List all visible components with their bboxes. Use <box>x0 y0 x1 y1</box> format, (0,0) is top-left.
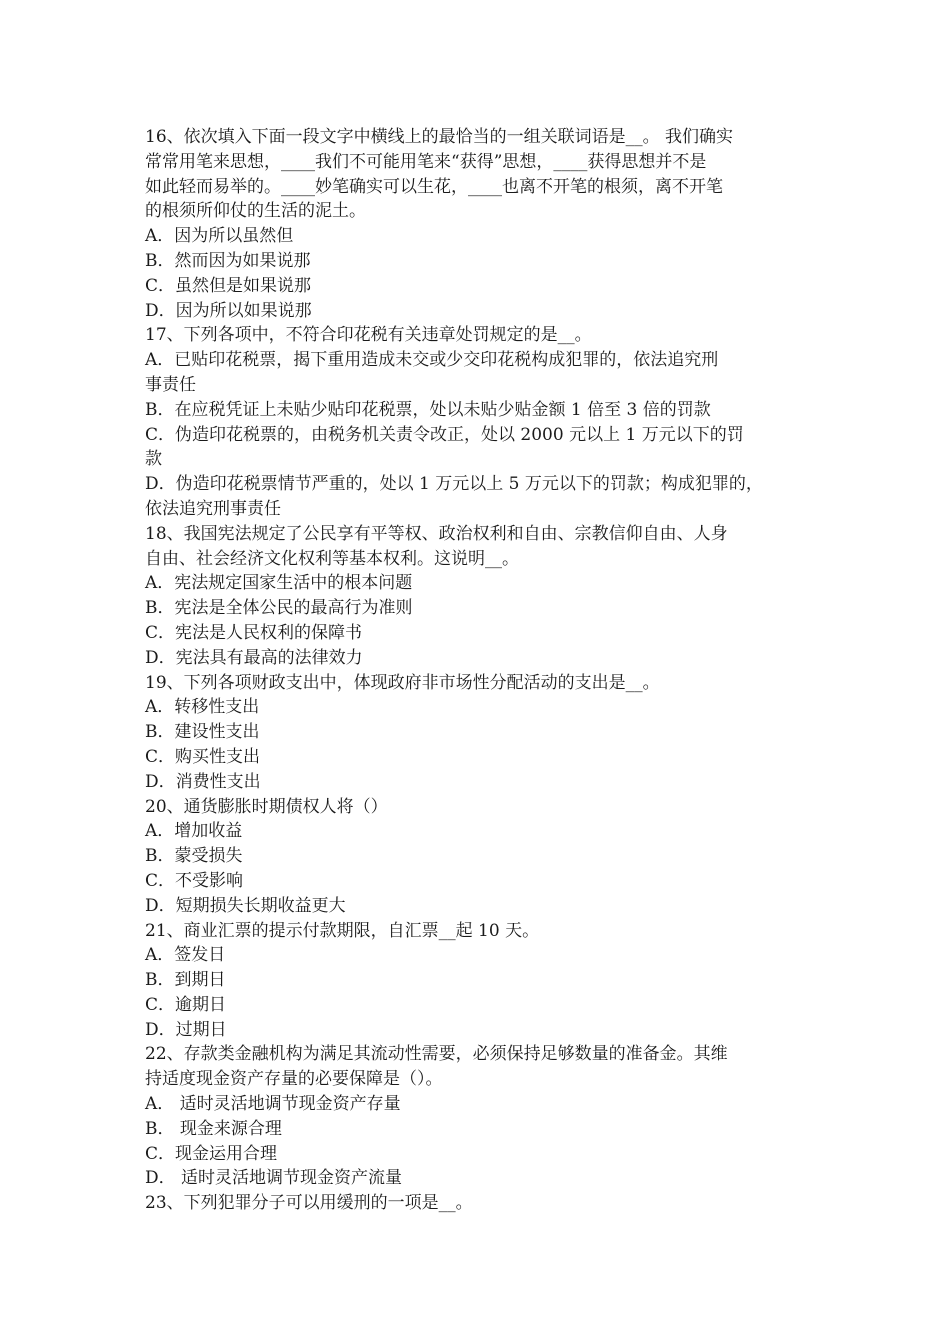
text-line: 19、下列各项财政支出中，体现政府非市场性分配活动的支出是__。 <box>145 672 660 693</box>
text-line: 23、下列犯罪分子可以用缓刑的一项是__。 <box>145 1193 473 1214</box>
text-line: A． 适时灵活地调节现金资产存量 <box>145 1094 401 1115</box>
text-line: D．过期日 <box>145 1019 227 1040</box>
text-line: B．然而因为如果说那 <box>145 250 311 271</box>
text-line: C．逾期日 <box>145 994 227 1015</box>
text-line: 依法追究刑事责任 <box>145 498 281 519</box>
text-line: 21、商业汇票的提示付款期限，自汇票__起 10 天。 <box>145 920 540 941</box>
text-line: 的根须所仰仗的生活的泥土。 <box>145 201 366 222</box>
text-line: B．宪法是全体公民的最高行为准则 <box>145 598 413 619</box>
text-line: C．现金运用合理 <box>145 1143 278 1164</box>
text-line: A．转移性支出 <box>145 697 260 718</box>
text-line: D．消费性支出 <box>145 771 261 792</box>
text-line: 18、我国宪法规定了公民享有平等权、政治权利和自由、宗教信仰自由、人身 <box>145 523 728 544</box>
text-line: C．购买性支出 <box>145 746 261 767</box>
text-line: 持适度现金资产存量的必要保障是（）。 <box>145 1069 443 1090</box>
text-line: B．建设性支出 <box>145 722 260 743</box>
text-line: A．已贴印花税票，揭下重用造成未交或少交印花税构成犯罪的，依法追究刑 <box>145 350 719 371</box>
text-line: A．签发日 <box>145 945 226 966</box>
text-line: C．虽然但是如果说那 <box>145 275 312 296</box>
text-line: B． 现金来源合理 <box>145 1118 282 1139</box>
text-line: 款 <box>145 449 162 470</box>
text-line: D．短期损失长期收益更大 <box>145 895 346 916</box>
text-line: D．因为所以如果说那 <box>145 300 312 321</box>
text-line: C．不受影响 <box>145 870 244 891</box>
text-line: D． 适时灵活地调节现金资产流量 <box>145 1168 403 1189</box>
text-line: B．蒙受损失 <box>145 846 243 867</box>
text-line: A．增加收益 <box>145 821 243 842</box>
text-line: 20、通货膨胀时期债权人将（） <box>145 796 388 817</box>
text-line: B．到期日 <box>145 970 226 991</box>
text-line: 16、依次填入下面一段文字中横线上的最恰当的一组关联词语是__。 我们确实 <box>145 127 734 147</box>
text-line: 如此轻而易举的。____妙笔确实可以生花，____也离不开笔的根须，离不开笔 <box>145 176 723 197</box>
text-line: C．宪法是人民权利的保障书 <box>145 622 363 643</box>
text-line: 常常用笔来思想，____我们不可能用笔来“获得”思想，____获得思想并不是 <box>145 151 707 172</box>
document-body <box>145 125 825 1216</box>
text-line: 22、存款类金融机构为满足其流动性需要，必须保持足够数量的准备金。其维 <box>145 1044 728 1065</box>
text-line: C．伪造印花税票的，由税务机关责令改正，处以 2000 元以上 1 万元以下的罚 <box>145 424 744 445</box>
text-line: 17、下列各项中，不符合印花税有关违章处罚规定的是__。 <box>145 325 592 346</box>
text-line: A．因为所以虽然但 <box>145 226 294 247</box>
text-line: D．宪法具有最高的法律效力 <box>145 647 363 668</box>
text-line: A．宪法规定国家生活中的根本问题 <box>145 573 413 594</box>
text-line: B．在应税凭证上未贴少贴印花税票，处以未贴少贴金额 1 倍至 3 倍的罚款 <box>145 399 711 420</box>
text-line: 事责任 <box>145 374 196 395</box>
text-line: 自由、社会经济文化权利等基本权利。这说明__。 <box>145 548 519 569</box>
text-line: D．伪造印花税票情节严重的，处以 1 万元以上 5 万元以下的罚款；构成犯罪的， <box>145 474 763 495</box>
